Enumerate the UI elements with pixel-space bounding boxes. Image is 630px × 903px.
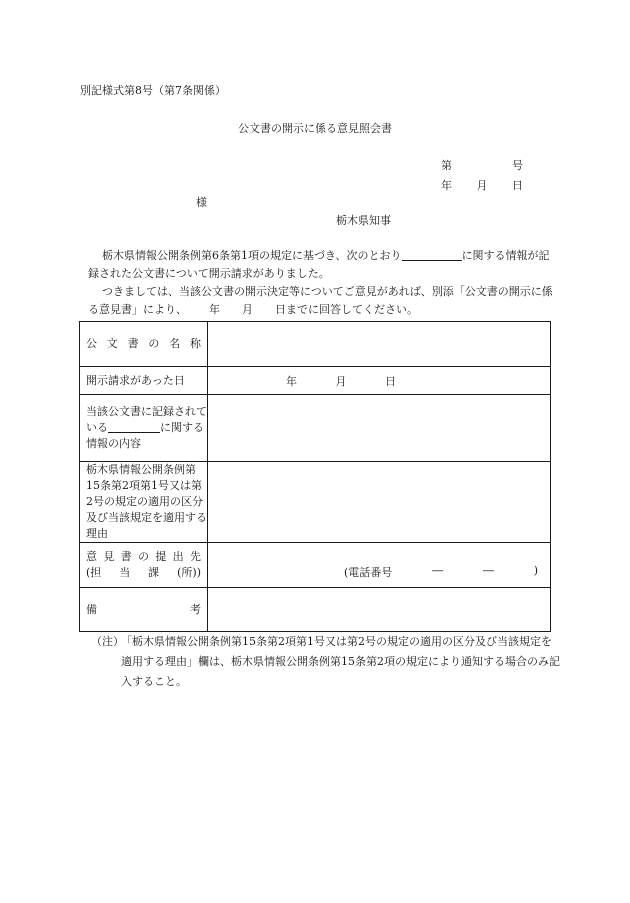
paragraph-1: 栃木県情報公開条例第6条第1項の規定に基づき、次のとおり に関する情報が記録された公文書について開示請求がありました。 xyxy=(88,249,550,280)
row-label-remarks: 備 考 xyxy=(80,588,208,632)
document-number xyxy=(441,157,523,173)
addressee: 様 xyxy=(196,196,207,209)
blank-field xyxy=(108,421,160,433)
form-id: 別記様式第8号（第7条関係） xyxy=(80,84,226,97)
footnote xyxy=(91,632,561,692)
date-day: 日 xyxy=(512,179,523,192)
paragraph-2: つきましては、当該公文書の開示決定等についてご意見があれば、別添「公文書の開示に係る意見書」により、 年 月 日までに回答してください。 xyxy=(88,285,553,316)
row-label-request-date: 開示請求があった日 xyxy=(80,367,208,395)
document-date xyxy=(441,177,523,193)
body-text xyxy=(88,247,558,319)
table-row xyxy=(80,367,551,395)
inquiry-table xyxy=(79,321,551,632)
table-row xyxy=(80,322,551,367)
phone-number: (電話番号 ― ― ) xyxy=(344,564,538,579)
row-label-document-name: 公 文 書 の 名 称 xyxy=(80,322,208,367)
remarks-field[interactable] xyxy=(208,588,551,632)
date-year: 年 xyxy=(441,179,452,192)
information-content-field[interactable] xyxy=(208,395,551,462)
doc-no-suffix: 号 xyxy=(512,159,523,172)
row-label-applicable-provision: 栃木県情報公開条例第15条第2項第1号又は第2号の規定の適用の区分及び当該規定を適用する理由 xyxy=(80,462,208,543)
table-row xyxy=(80,395,551,462)
footnote-lead: （注） xyxy=(91,635,124,648)
submission-destination-field[interactable] xyxy=(208,543,551,588)
applicable-provision-field[interactable] xyxy=(208,462,551,543)
sender: 栃木県知事 xyxy=(336,214,391,227)
page-title: 公文書の開示に係る意見照会書 xyxy=(238,122,392,135)
date-month: 月 xyxy=(476,179,488,192)
footnote-text: 「栃木県情報公開条例第15条第2項第1号又は第2号の規定の適用の区分及び当該規定を適用する理由」欄は、栃木県情報公開条例第15条第2項の規定により通知する場合のみ記入すること。 xyxy=(121,635,560,688)
doc-no-prefix: 第 xyxy=(441,159,452,172)
table-row xyxy=(80,462,551,543)
table-row xyxy=(80,543,551,588)
row-label-submission-destination: 意 見 書 の 提 出 先 (担 当 課 (所)) xyxy=(80,543,208,588)
request-date-field[interactable]: 年 月 日 xyxy=(208,367,551,395)
row-label-information-content: 当該公文書に記録されている に関する情報の内容 xyxy=(80,395,208,462)
table-row xyxy=(80,588,551,632)
document-name-field[interactable] xyxy=(208,322,551,367)
blank-field xyxy=(402,249,462,261)
